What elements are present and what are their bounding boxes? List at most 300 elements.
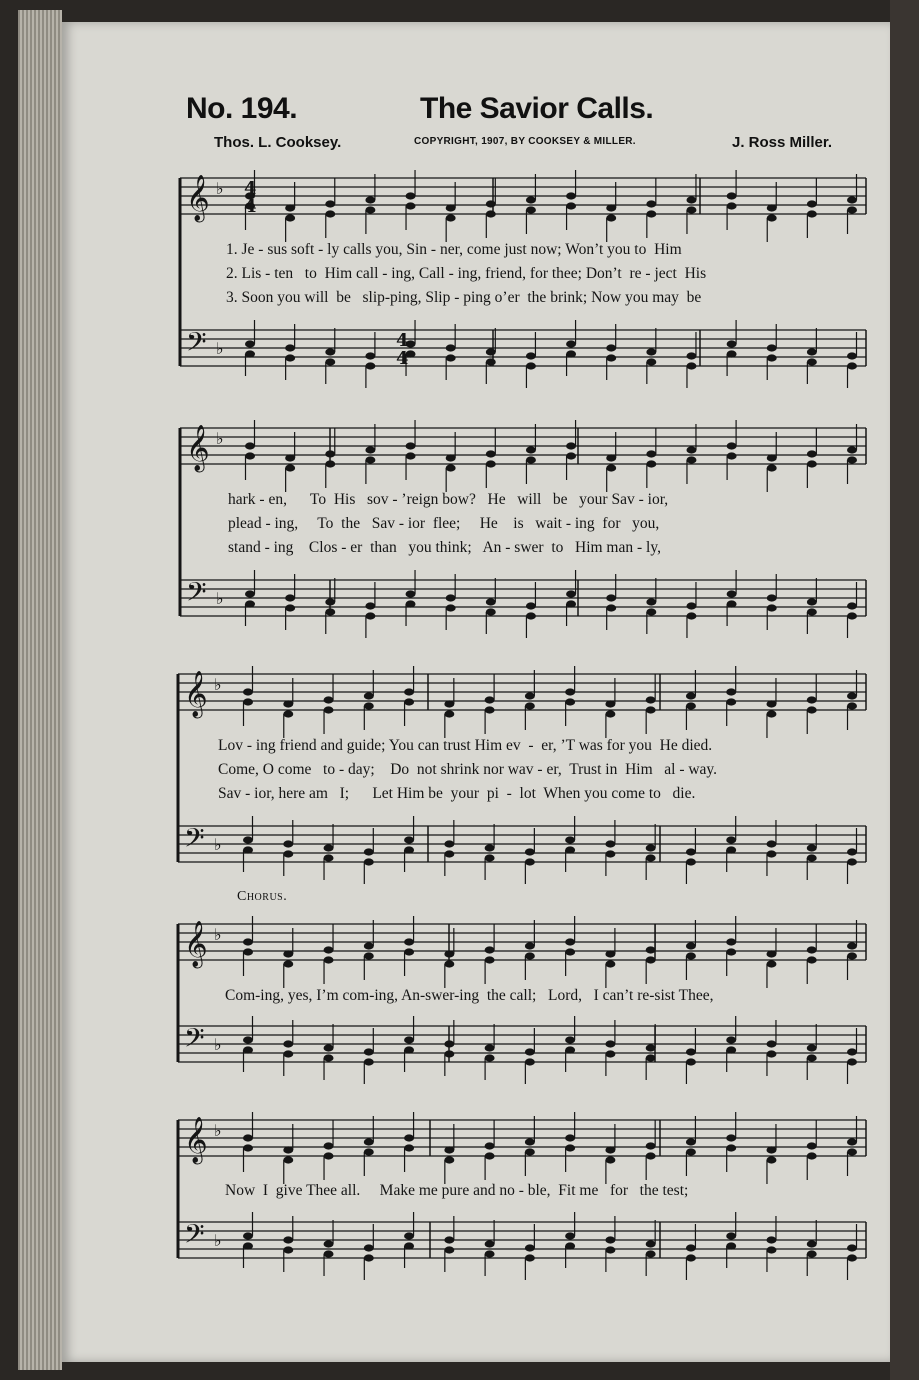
copyright-notice: COPYRIGHT, 1907, BY COOKSEY & MILLER. [414,136,636,147]
note-head [285,344,295,351]
note-head [766,1040,776,1047]
note-head [646,854,656,861]
flat-sign-icon: ♭ [216,179,224,198]
note-head [646,946,656,953]
note-head [243,698,253,705]
note-head [807,598,817,605]
note-head [807,706,817,713]
note-head [807,1044,817,1051]
note-head [606,204,616,211]
note-head [485,1044,495,1051]
note-head [767,214,777,221]
note-head [485,1054,495,1061]
note-head [726,836,736,843]
note-head [807,1240,817,1247]
note-head [726,698,736,705]
note-head [283,1246,293,1253]
note-head [526,196,536,203]
note-head [686,206,696,213]
treble-clef-icon: 𝄞 [184,1117,208,1163]
note-head [847,1048,857,1055]
note-head [686,196,696,203]
note-head [364,1244,374,1251]
note-head [807,956,817,963]
note-head [325,358,335,365]
note-head [285,454,295,461]
note-head [686,612,696,619]
note-head [325,608,335,615]
note-head [727,350,737,357]
note-head [283,1050,293,1057]
note-head [285,604,295,611]
note-head [365,446,375,453]
note-head [364,858,374,865]
note-head [243,938,253,945]
note-head [807,1142,817,1149]
note-head [565,1036,575,1043]
note-head [446,214,456,221]
chorus-label: Chorus. [237,889,288,904]
note-head [605,1236,615,1243]
note-head [646,358,656,365]
note-head [364,1048,374,1055]
note-head [646,200,656,207]
note-head [486,348,496,355]
note-head [646,460,656,467]
note-head [444,1040,454,1047]
note-head [807,210,817,217]
note-head [646,598,656,605]
note-head [605,1146,615,1153]
note-head [325,210,335,217]
note-head [406,600,416,607]
bass-clef-icon: 𝄢 [184,1022,205,1060]
note-head [606,344,616,351]
note-head [727,202,737,209]
note-head [847,196,857,203]
note-head [847,692,857,699]
note-head [565,938,575,945]
note-head [686,858,696,865]
lyric-line: plead - ing, To the Sav - ior flee; He is wait - ing for you, [228,515,660,532]
note-head [605,1040,615,1047]
note-head [686,952,696,959]
note-head [766,1050,776,1057]
note-head [406,442,416,449]
note-head [606,594,616,601]
note-head [364,1254,374,1261]
note-head [243,836,253,843]
note-head [526,456,536,463]
note-head [565,836,575,843]
note-head [847,602,857,609]
note-head [444,950,454,957]
note-head [485,1240,495,1247]
note-head [526,602,536,609]
note-head [486,450,496,457]
note-head [243,1144,253,1151]
note-head [243,1036,253,1043]
note-head [485,956,495,963]
flat-sign-icon: ♭ [216,429,224,448]
note-head [283,840,293,847]
note-head [404,948,414,955]
flat-sign-icon: ♭ [216,589,224,608]
note-head [767,204,777,211]
note-head [324,1250,334,1257]
bass-clef-icon: 𝄢 [184,822,205,860]
note-head [404,1134,414,1141]
note-head [606,454,616,461]
lyric-line: Lov - ing friend and guide; You can trust Him ev - er, ’T was for you He died. [218,737,713,754]
note-head [847,1058,857,1065]
note-head [283,710,293,717]
flat-sign-icon: ♭ [214,675,222,694]
note-head [485,844,495,851]
lyric-line: Now I give Thee all. Make me pure and no - ble, Fit me for the test; [225,1182,689,1199]
note-head [324,1044,334,1051]
note-head [283,1146,293,1153]
note-head [686,942,696,949]
note-head [243,1242,253,1249]
note-head [646,844,656,851]
note-head [526,206,536,213]
note-head [404,1232,414,1239]
note-head [406,192,416,199]
note-head [245,452,255,459]
note-head [325,450,335,457]
note-head [646,706,656,713]
note-head [485,1152,495,1159]
note-head [324,1054,334,1061]
note-head [847,1138,857,1145]
note-head [364,692,374,699]
note-head [486,200,496,207]
note-head [404,836,414,843]
note-head [324,946,334,953]
note-head [365,612,375,619]
note-head [646,210,656,217]
note-head [686,1058,696,1065]
note-head [646,348,656,355]
note-head [807,946,817,953]
treble-clef-icon: 𝄞 [186,175,210,221]
lyric-line: 1. Je - sus soft - ly calls you, Sin - ner, come just now; Won’t you to Him [226,241,682,258]
note-head [646,1240,656,1247]
note-head [847,1254,857,1261]
note-head [324,854,334,861]
note-head [285,204,295,211]
note-head [444,1146,454,1153]
note-head [444,710,454,717]
note-head [807,608,817,615]
note-head [486,460,496,467]
note-head [525,1138,535,1145]
note-head [444,1246,454,1253]
note-head [566,340,576,347]
note-head [767,454,777,461]
note-head [766,850,776,857]
note-head [566,202,576,209]
note-head [245,340,255,347]
note-head [325,598,335,605]
note-head [364,1148,374,1155]
note-head [364,1138,374,1145]
note-head [485,696,495,703]
time-signature: 4 [244,196,257,217]
lyric-line: 3. Soon you will be slip-ping, Slip - ping o’er the brink; Now you may be [226,289,702,306]
note-head [406,202,416,209]
note-head [807,348,817,355]
note-head [525,1058,535,1065]
note-head [526,362,536,369]
bass-clef-icon: 𝄢 [186,576,207,614]
note-head [766,960,776,967]
note-head [365,456,375,463]
note-head [686,352,696,359]
note-head [646,1152,656,1159]
note-head [283,1040,293,1047]
time-signature: 4 [396,330,409,351]
note-head [646,1250,656,1257]
note-head [565,688,575,695]
note-head [686,1138,696,1145]
note-head [444,700,454,707]
note-head [605,1050,615,1057]
note-head [686,362,696,369]
note-head [565,1046,575,1053]
note-head [686,1148,696,1155]
note-head [525,1254,535,1261]
note-head [526,612,536,619]
note-head [245,590,255,597]
note-head [485,1250,495,1257]
time-signature: 4 [244,178,257,199]
note-head [285,594,295,601]
note-head [847,446,857,453]
note-head [365,602,375,609]
note-head [767,354,777,361]
note-head [243,688,253,695]
note-head [847,1148,857,1155]
note-head [525,952,535,959]
flat-sign-icon: ♭ [214,1231,222,1250]
note-head [646,956,656,963]
note-head [404,1036,414,1043]
note-head [847,848,857,855]
note-head [727,590,737,597]
note-head [446,204,456,211]
note-head [686,1244,696,1251]
note-head [283,960,293,967]
note-head [847,858,857,865]
note-head [486,598,496,605]
note-head [766,710,776,717]
lyric-line: Come, O come to - day; Do not shrink nor wav - er, Trust in Him al - way. [218,761,718,778]
note-head [726,688,736,695]
note-head [525,858,535,865]
note-head [847,952,857,959]
note-head [365,362,375,369]
note-head [364,1058,374,1065]
note-head [365,352,375,359]
hymn-number: No. 194. [186,92,298,125]
note-head [646,696,656,703]
note-head [525,1148,535,1155]
note-head [606,214,616,221]
note-head [364,848,374,855]
note-head [727,442,737,449]
flat-sign-icon: ♭ [216,339,224,358]
note-head [726,948,736,955]
note-head [767,464,777,471]
note-head [726,1242,736,1249]
note-head [324,706,334,713]
note-head [566,350,576,357]
note-head [324,1240,334,1247]
note-head [365,206,375,213]
note-head [283,700,293,707]
note-head [446,354,456,361]
note-head [283,1236,293,1243]
note-head [446,464,456,471]
note-head [243,1134,253,1141]
note-head [285,464,295,471]
note-head [404,1144,414,1151]
flat-sign-icon: ♭ [214,1035,222,1054]
note-head [446,344,456,351]
note-head [726,846,736,853]
note-head [605,840,615,847]
note-head [446,604,456,611]
note-head [726,1046,736,1053]
note-head [444,850,454,857]
note-head [766,1246,776,1253]
note-head [444,960,454,967]
note-head [446,594,456,601]
note-head [686,1048,696,1055]
note-head [807,1250,817,1257]
note-head [686,1254,696,1261]
note-head [485,946,495,953]
note-head [686,456,696,463]
flat-sign-icon: ♭ [214,925,222,944]
note-head [364,942,374,949]
note-head [646,1054,656,1061]
note-head [565,948,575,955]
note-head [766,1236,776,1243]
note-head [525,1244,535,1251]
note-head [525,942,535,949]
note-head [847,352,857,359]
note-head [686,602,696,609]
composer-credit: Thos. L. Cooksey. [214,134,342,151]
note-head [565,1242,575,1249]
note-head [767,604,777,611]
note-head [847,702,857,709]
note-head [646,608,656,615]
note-head [285,214,295,221]
note-head [726,1144,736,1151]
note-head [565,846,575,853]
note-head [526,352,536,359]
note-head [525,1048,535,1055]
note-head [243,1232,253,1239]
note-head [766,700,776,707]
note-head [847,612,857,619]
note-head [283,1156,293,1163]
note-head [847,942,857,949]
note-head [807,844,817,851]
flat-sign-icon: ♭ [214,1121,222,1140]
note-head [807,358,817,365]
note-head [646,450,656,457]
note-head [245,350,255,357]
note-head [446,454,456,461]
note-head [245,600,255,607]
note-head [404,1242,414,1249]
note-head [766,1156,776,1163]
note-head [444,1050,454,1057]
note-head [766,1146,776,1153]
note-head [365,196,375,203]
bass-clef-icon: 𝄢 [184,1218,205,1256]
note-head [847,362,857,369]
lyric-line: stand - ing Clos - er than you think; An - swer to Him man - ly, [228,539,661,556]
flat-sign-icon: ♭ [214,835,222,854]
lyricist-credit: J. Ross Miller. [732,134,833,151]
note-head [807,854,817,861]
note-head [686,446,696,453]
note-head [646,1044,656,1051]
lyric-line: 2. Lis - ten to Him call - ing, Call - ing, friend, for thee; Don’t re - ject His [226,265,707,282]
note-head [767,344,777,351]
note-head [727,192,737,199]
note-head [606,604,616,611]
note-head [646,1142,656,1149]
note-head [686,848,696,855]
note-head [324,696,334,703]
note-head [605,950,615,957]
note-head [566,590,576,597]
lyric-line: hark - en, To His sov - ’reign bow? He will be your Sav - ior, [228,491,669,508]
note-head [727,600,737,607]
note-head [525,702,535,709]
treble-clef-icon: 𝄞 [184,671,208,717]
note-head [606,354,616,361]
note-head [727,452,737,459]
note-head [605,700,615,707]
treble-clef-icon: 𝄞 [184,921,208,967]
note-head [807,450,817,457]
note-head [325,200,335,207]
note-head [245,442,255,449]
note-head [847,206,857,213]
note-head [324,844,334,851]
note-head [847,1244,857,1251]
note-head [807,696,817,703]
note-head [565,698,575,705]
note-head [726,1232,736,1239]
hymn-title: The Savior Calls. [420,92,654,125]
note-head [325,460,335,467]
note-head [485,706,495,713]
note-head [807,1152,817,1159]
note-head [406,452,416,459]
note-head [486,358,496,365]
note-head [325,348,335,355]
note-head [526,446,536,453]
